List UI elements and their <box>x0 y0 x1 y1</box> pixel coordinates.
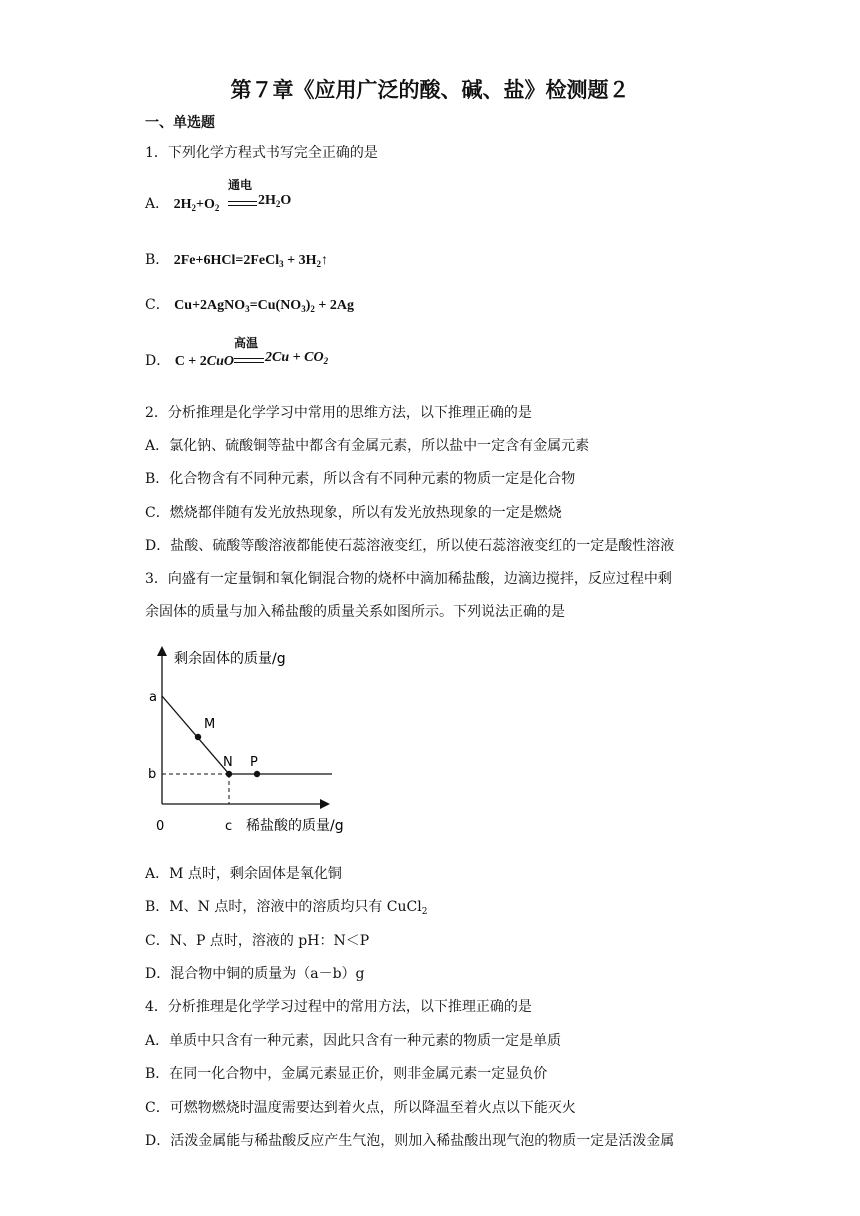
section-heading: 一、单选题 <box>145 115 215 131</box>
y-tick-b: b <box>148 767 157 782</box>
series-line-falling <box>162 696 229 774</box>
q2-option-a[interactable]: A．氯化钠、硫酸铜等盐中都含有金属元素，所以盐中一定含有金属元素 <box>145 438 590 454</box>
q4-option-d[interactable]: D．活泼金属能与稀盐酸反应产生气泡，则加入稀盐酸出现气泡的物质一定是活泼金属 <box>145 1133 675 1149</box>
q1-option-d[interactable] <box>145 350 234 370</box>
q2-option-b[interactable]: B．化合物含有不同种元素，所以含有不同种元素的物质一定是化合物 <box>145 471 576 487</box>
q4-option-b[interactable]: B．在同一化合物中，金属元素显正价，则非金属元素一定显负价 <box>145 1066 548 1082</box>
q3-option-c[interactable]: C．N、P 点时，溶液的 pH：N＜P <box>145 933 370 949</box>
q4-option-c[interactable]: C．可燃物燃烧时温度需要达到着火点，所以降温至着火点以下能灭火 <box>145 1100 576 1116</box>
equation-d: C + 2CuO <box>174 354 235 369</box>
q2-option-d[interactable]: D．盐酸、硫酸等酸溶液都能使石蕊溶液变红，所以使石蕊溶液变红的一定是酸性溶液 <box>145 538 675 554</box>
y-tick-a: a <box>149 690 157 705</box>
equation-equals-sign <box>228 201 257 206</box>
q1-stem: 1．下列化学方程式书写完全正确的是 <box>145 145 378 161</box>
point-m <box>195 734 201 740</box>
condition-electrolysis: 通电 <box>228 178 253 192</box>
mass-chart <box>140 640 365 840</box>
option-label: D． <box>145 353 171 369</box>
q2-stem: 2．分析推理是化学学习中常用的思维方法，以下推理正确的是 <box>145 405 532 421</box>
q2-option-c[interactable]: C．燃烧都伴随有发光放热现象，所以有发光放热现象的一定是燃烧 <box>145 505 562 521</box>
equation-c: $Cu+2AgNO_3=Cu(NO_3)_2 + 2Ag$ <box>174 298 354 314</box>
q3-option-a[interactable]: A．M 点时，剩余固体是氧化铜 <box>145 866 342 882</box>
q3-option-b-text: B．M、N 点时，溶液中的溶质均只有 CuCl <box>145 899 422 915</box>
equation-b: 2Fe+6HCl=2FeCl$_3$ + $3H_2↑$ <box>173 253 329 269</box>
x-tick-c: c <box>225 819 233 834</box>
q1-option-c[interactable] <box>145 294 354 314</box>
option-label: B． <box>145 252 170 268</box>
q4-stem: 4．分析推理是化学学习过程中的常用方法，以下推理正确的是 <box>145 999 532 1015</box>
q3-stem-line2: 余固体的质量与加入稀盐酸的质量关系如图所示。下列说法正确的是 <box>145 604 565 620</box>
q3-option-b-sub: 2 <box>421 907 428 917</box>
point-p <box>254 771 260 777</box>
page-title: 第７章《应用广泛的酸、碱、盐》检测题２ <box>230 78 630 102</box>
y-axis-arrow <box>157 646 167 656</box>
point-n-label: N <box>223 755 233 770</box>
origin-label: 0 <box>156 819 165 834</box>
equation-a-product: $2H_2O$ <box>258 193 292 209</box>
option-label: A． <box>145 196 170 212</box>
condition-high-temp: 高温 <box>234 336 259 350</box>
equation-equals-sign <box>234 358 264 363</box>
equation-a: $2H_2+O_2$ <box>173 197 220 213</box>
q1-option-b[interactable] <box>145 249 328 269</box>
point-n <box>226 771 232 777</box>
option-label: C． <box>145 297 170 313</box>
x-axis-label: 稀盐酸的质量/g <box>246 818 344 834</box>
y-axis-label: 剩余固体的质量/g <box>174 651 286 667</box>
x-axis-arrow <box>320 799 330 809</box>
q3-option-b[interactable] <box>145 896 427 917</box>
point-m-label: M <box>204 717 216 732</box>
equation-d-product: $2Cu + CO_2$ <box>265 350 329 366</box>
q4-option-a[interactable]: A．单质中只含有一种元素，因此只含有一种元素的物质一定是单质 <box>145 1033 562 1049</box>
q3-stem-line1: 3．向盛有一定量铜和氧化铜混合物的烧杯中滴加稀盐酸，边滴边搅拌，反应过程中剩 <box>145 571 672 587</box>
point-p-label: P <box>250 755 258 770</box>
q3-option-d[interactable]: D．混合物中铜的质量为（a－b）g <box>145 966 365 982</box>
q1-option-a[interactable] <box>145 193 219 213</box>
